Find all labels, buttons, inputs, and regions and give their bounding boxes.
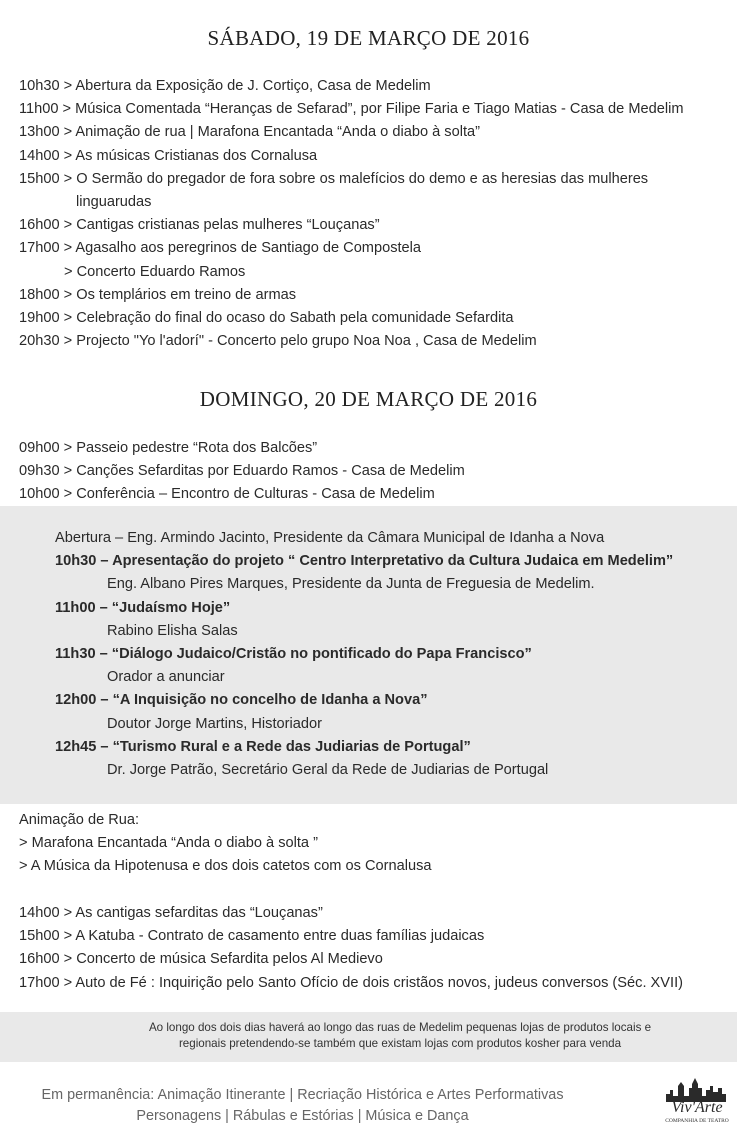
talk-title: 12h00 – “A Inquisição no concelho de Idanha a Nova” [55,692,428,709]
saturday-schedule [19,75,719,353]
street-heading: Animação de Rua: [19,812,140,828]
list-item: > A Música da Hipotenusa e dos dois catetos com os Cornalusa [19,858,432,875]
sunday-title: DOMINGO, 20 DE MARÇO DE 2016 [199,387,538,411]
list-item: > Concerto Eduardo Ramos [64,263,246,280]
list-item: 19h00 > Celebração do final do ocaso do Sabath pela comunidade Sefardita [19,310,514,327]
list-item: 10h30 > Abertura da Exposição de J. Cortiço, Casa de Medelim [19,78,431,94]
footer-permanent [0,1085,605,1127]
conference-opening: Abertura – Eng. Armindo Jacinto, Presidente da Câmara Municipal de Idanha a Nova [55,530,605,546]
list-item: 15h00 > A Katuba - Contrato de casamento entre duas famílias judaicas [19,928,485,945]
logo-name: Viv'Arte [671,1099,723,1116]
talk-speaker: Rabino Elisha Salas [107,622,238,639]
list-item: 14h00 > As cantigas sefarditas das “Louçanas” [19,905,323,921]
talk-speaker: Orador a anunciar [107,669,225,686]
sunday-schedule [19,437,719,507]
list-item-continuation: linguarudas [76,194,152,211]
note-line: regionais pretendendo-se também que existam lojas com produtos kosher para venda [178,1037,622,1050]
talk-title: 12h45 – “Turismo Rural e a Rede das Judiarias de Portugal” [55,738,471,755]
footer-line: Em permanência: Animação Itinerante | Recriação Histórica e Artes Performativas [41,1087,564,1103]
talk-title: 10h30 – Apresentação do projeto “ Centro Interpretativo da Cultura Judaica em Medelim” [55,553,674,570]
list-item: 13h00 > Animação de rua | Marafona Encantada “Anda o diabo à solta” [19,124,480,141]
list-item: 10h00 > Conferência – Encontro de Culturas - Casa de Medelim [19,486,435,503]
vivarte-logo [660,1074,734,1132]
talk-speaker: Eng. Albano Pires Marques, Presidente da Junta de Freguesia de Medelim. [107,576,595,593]
saturday-title: SÁBADO, 19 DE MARÇO DE 2016 [207,26,530,50]
list-item: 18h00 > Os templários em treino de armas [19,286,297,303]
street-animation [19,809,719,879]
list-item: > Marafona Encantada “Anda o diabo à solta ” [19,835,318,852]
list-item: 20h30 > Projecto "Yo l'adorí" - Concerto pelo grupo Noa Noa , Casa de Medelim [19,333,537,350]
conference-program [55,527,725,782]
sunday-afternoon-schedule [19,902,719,995]
list-item: 16h00 > Cantigas cristianas pelas mulheres “Louçanas” [19,217,380,234]
list-item: 16h00 > Concerto de música Sefardita pelos Al Medievo [19,951,383,968]
talk-title: 11h30 – “Diálogo Judaico/Cristão no pontificado do Papa Francisco” [55,646,532,663]
list-item: 14h00 > As músicas Cristianas dos Cornalusa [19,147,318,164]
list-item: 09h30 > Canções Sefarditas por Eduardo Ramos - Casa de Medelim [19,463,465,480]
list-item: 11h00 > Música Comentada “Heranças de Sefarad”, por Filipe Faria e Tiago Matias - Casa de Medelim [19,101,684,118]
footer-line: Personagens | Rábulas e Estórias | Música e Dança [136,1108,469,1124]
list-item: 15h00 > O Sermão do pregador de fora sobre os malefícios do demo e as heresias das mulheres [19,170,649,187]
talk-speaker: Doutor Jorge Martins, Historiador [107,715,322,732]
list-item: 17h00 > Auto de Fé : Inquirição pelo Santo Ofício de dois cristãos novos, judeus conversos (Séc. XVII) [19,974,683,991]
note-line: Ao longo dos dois dias haverá ao longo das ruas de Medelim pequenas lojas de produtos locais e [148,1021,652,1034]
logo-subtitle: COMPANHIA DE TEATRO [665,1118,729,1124]
talk-speaker: Dr. Jorge Patrão, Secretário Geral da Rede de Judiarias de Portugal [107,762,549,779]
list-item: 09h00 > Passeio pedestre “Rota dos Balcões” [19,440,318,456]
talk-title: 11h00 – “Judaísmo Hoje” [55,599,231,616]
market-note [70,1020,730,1052]
list-item: 17h00 > Agasalho aos peregrinos de Santiago de Compostela [19,240,422,257]
